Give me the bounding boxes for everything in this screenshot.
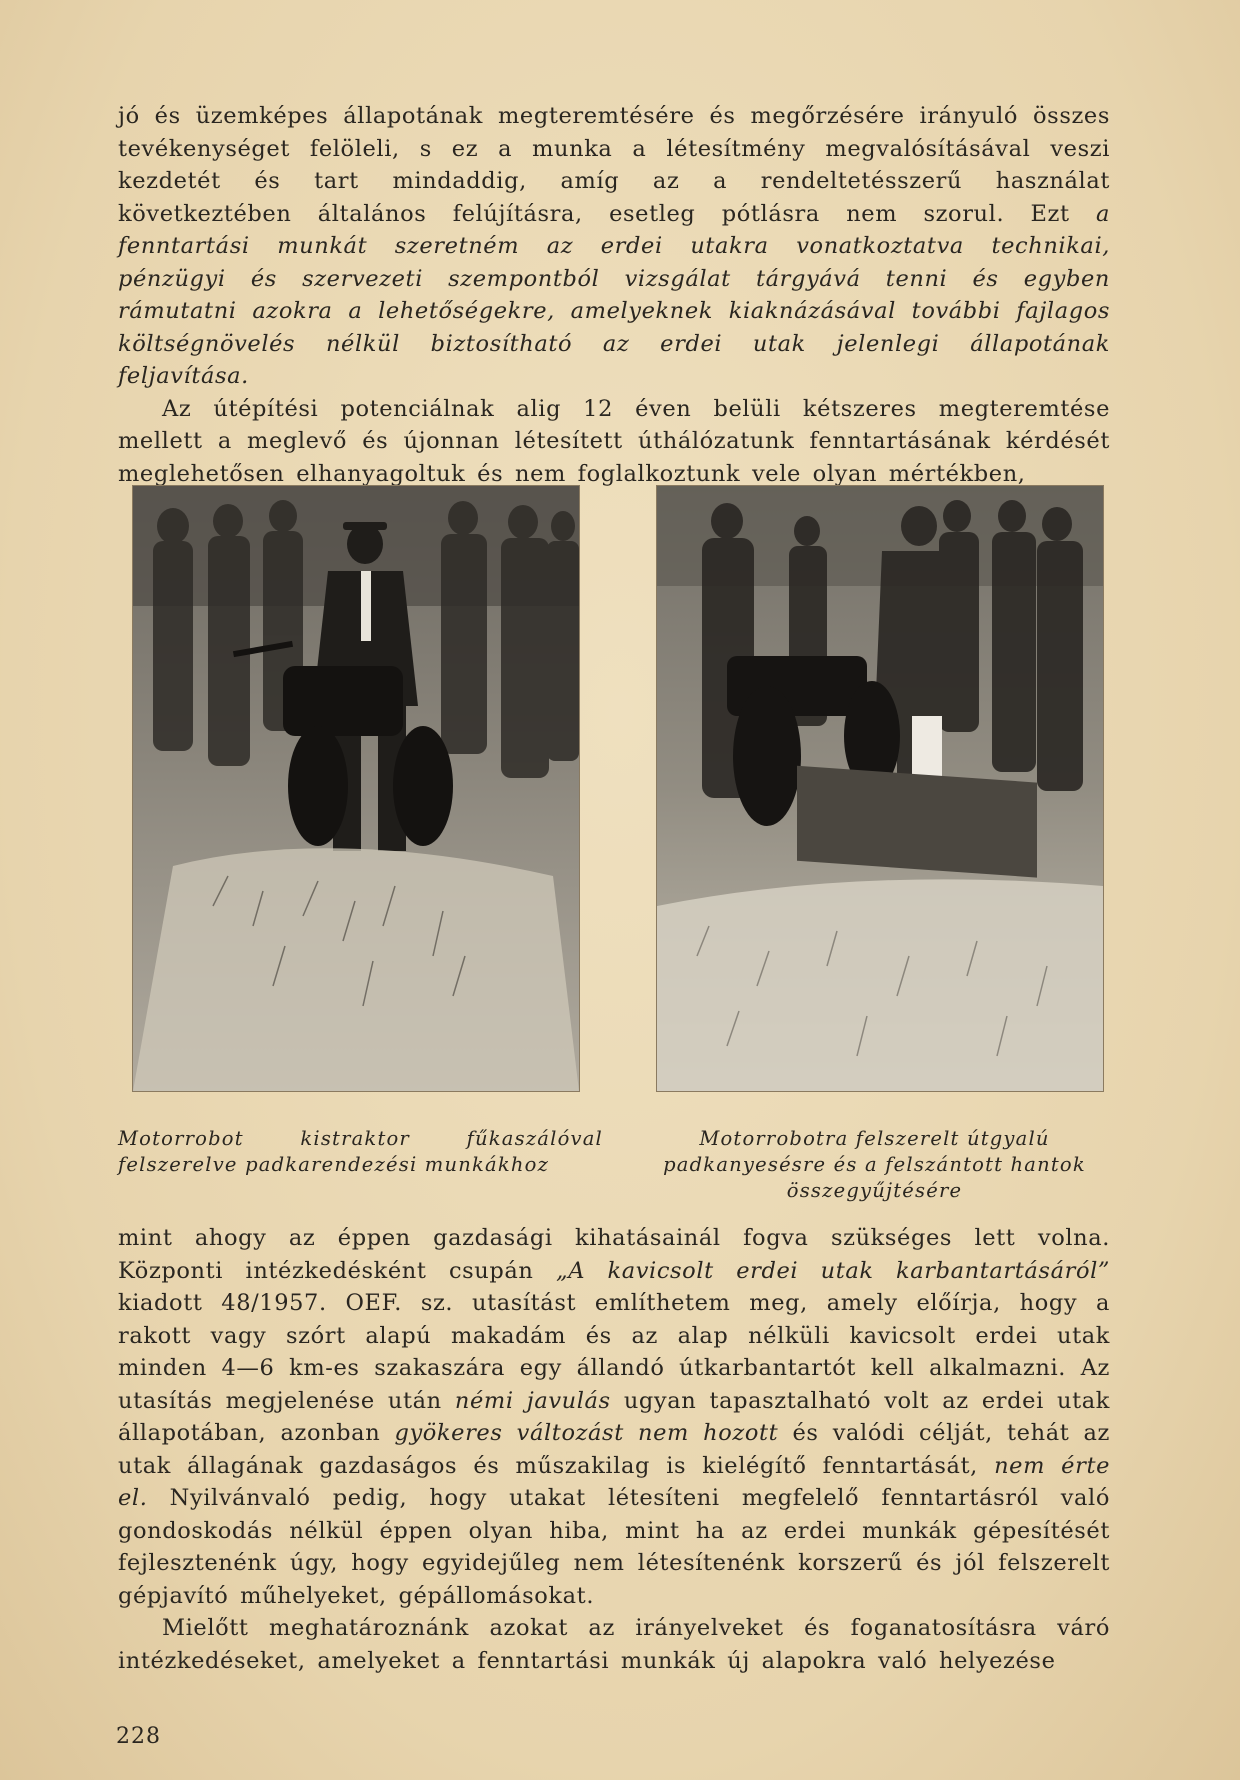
- text-run: Az útépítési potenciálnak alig 12 éven belüli kétszeres megteremtése mellett a meglevő és újonnan létesített úthálózatunk fenntartásának kérdését meglehetősen elhanyagoltuk és nem foglalkoztunk vele olyan mértékben,: [118, 395, 1110, 487]
- italic-text-run: a fenntartási munkát szeretném az erdei utakra vonatkoztatva technikai, pénzügyi és szervezeti szempontból vizsgálat tárgyává tenni és egyben rámutatni azokra a lehetőségekre, amelyeknek kiaknázásával további fajlagos költségnövelés nélkül biztosítható az erdei utak jelenlegi állapotának feljavítása.: [118, 200, 1110, 389]
- text-run: kiadott 48/1957. OEF. sz. utasítást említhetem meg, amely előírja, hogy a rakott vagy szórt alapú makadám és az alap nélküli kavicsolt erdei utak minden 4—6 km-es szakaszára egy állandó útkarbantartót kell alkalmazni. Az utasítás megjelenése után: [118, 1290, 1110, 1414]
- text-run: jó és üzemképes állapotának megteremtésére és megőrzésére irányuló összes tevékenységet felöleli, s ez a munka a létesítmény megvalósításával veszi kezdetét és tart mindaddig, amíg az a rendeltetésszerű használat következtében általános felújításra, esetleg pótlásra nem szorul. Ezt: [118, 103, 1110, 227]
- photo-illustration: [133, 486, 579, 1091]
- text-run: mint ahogy az éppen gazdasági kihatásainál fogva szükséges lett volna. Központi intézkedésként csupán: [118, 1225, 1110, 1284]
- text-run: ugyan tapasztalható volt az erdei utak állapotában, azonban: [118, 1387, 1110, 1446]
- italic-text-run: gyökeres változást nem hozott: [394, 1420, 779, 1446]
- paragraph: [118, 100, 1110, 393]
- figure-caption-left: Motorrobot kistraktor fűkaszálóval felszerelve padkarendezési munkákhoz: [118, 1127, 603, 1176]
- text-block-top: [118, 100, 1110, 490]
- text-run: Mielőtt meghatároznánk azokat az irányelveket és foganatosításra váró intézkedéseket, amelyeket a fenntartási munkák új alapokra való helyezése: [118, 1615, 1110, 1674]
- figure-caption-right: Motorrobotra felszerelt útgyalú padkanyesésre és a felszántott hantok összegyűjtésére: [663, 1127, 1086, 1202]
- italic-text-run: nem érte el.: [118, 1452, 1110, 1511]
- text-run: Nyilvánvaló pedig, hogy utakat létesíteni megfelelő fenntartásról való gondoskodás nélkül éppen olyan hiba, mint ha az erdei munkák gépesítését fejlesztenénk úgy, hogy egyidejűleg nem létesítenénk korszerű és jól felszerelt gépjavító műhelyeket, gépállomásokat.: [118, 1485, 1110, 1609]
- photo-illustration: [657, 486, 1103, 1091]
- italic-text-run: „A kavicsolt erdei utak karbantartásáról”: [555, 1257, 1110, 1284]
- photo-motorrobot-mower: [132, 485, 580, 1092]
- text-block-bottom: [118, 1222, 1110, 1677]
- italic-text-run: némi javulás: [454, 1387, 611, 1414]
- photo-motorrobot-grader: [656, 485, 1104, 1092]
- paragraph: [118, 393, 1110, 491]
- page-number: 228: [116, 1724, 161, 1749]
- text-run: és valódi célját, tehát az utak állagának gazdaságos és műszakilag is kielégítő fenntartását,: [118, 1420, 1110, 1479]
- paragraph: [118, 1222, 1110, 1612]
- paragraph: [118, 1612, 1110, 1677]
